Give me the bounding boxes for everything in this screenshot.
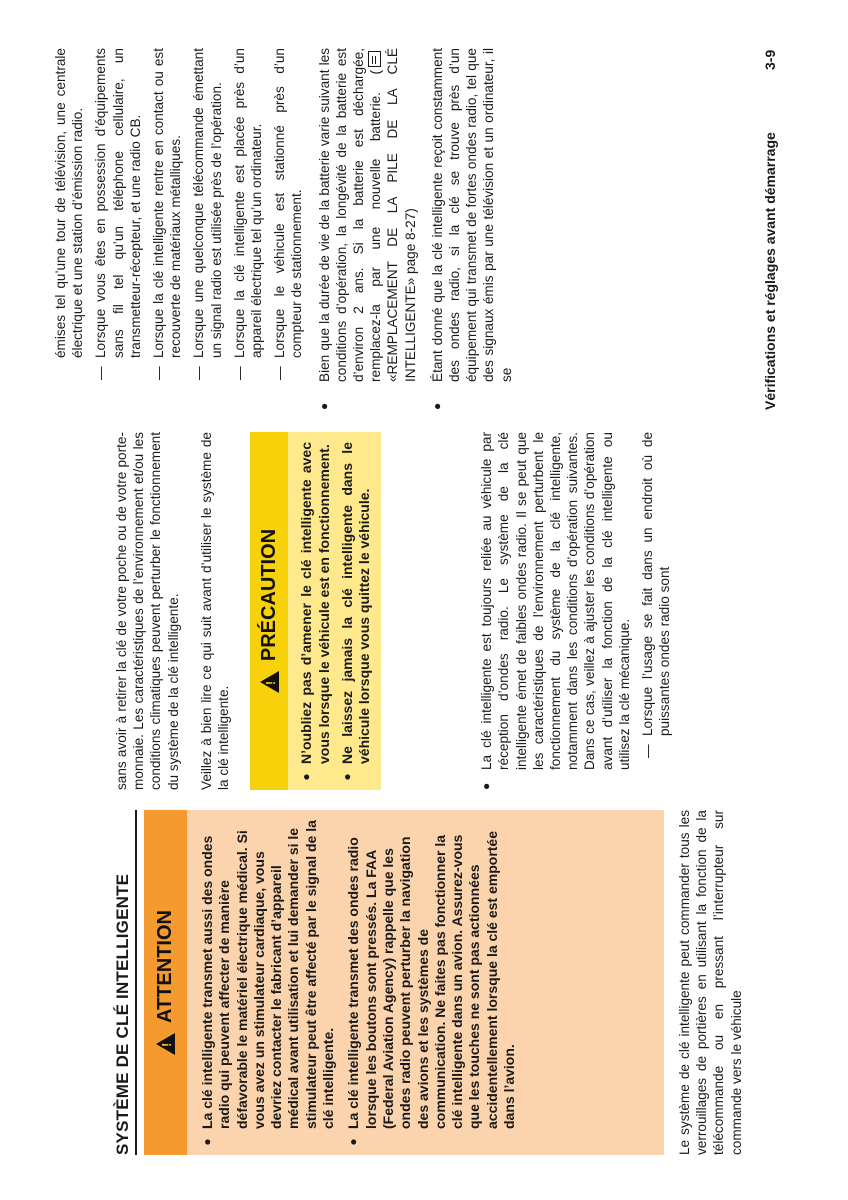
paragraph: émises tel qu’une tour de télévision, une centrale électrique et une station d’émission radio.: [53, 48, 86, 358]
attention-item: ● La clé intelligente transmet des ondes radio lorsque les boutons sont pressés. La FAA (Federal Aviation Agency) rappelle que les ondes radio peuvent perturber la navigation des avions et les systèmes de communication. Ne faites pas fonctionner la clé intelligente dans un avion. Assurez-vous que les touches ne sont pas actionnées accidentellement lorsque la clé est emportée dans l’avion.: [345, 810, 518, 1155]
footer-title: Vérifications et réglages avant démarrage: [762, 132, 778, 410]
bullet-icon: ●: [200, 1138, 214, 1146]
attention-heading: [144, 810, 187, 1155]
list-item: — Lorsque la clé intelligente rentre en contact ou est recouverte de matériaux métalliques.: [151, 48, 184, 380]
bullet-icon: ●: [316, 402, 331, 410]
list-item: ● Étant donné que la clé intelligente reçoit constamment des ondes radio, si la clé se trouve près d’un équipement qui transmet de fortes ondes radio, tel que des signaux émis par une télévision et un ordinateur, il se: [429, 48, 514, 410]
paragraph: Le système de clé intelligente peut commander tous les verrouillages de portières en utilisant la fonction de la télécommande ou en pressant l’interrupteur sur commande vers le véhicule: [677, 810, 744, 1155]
warning-icon: [260, 671, 279, 693]
bullet-icon: ●: [339, 773, 354, 781]
precaution-box: [250, 432, 381, 790]
list-item: — Lorsque une quelconque télécommande émettant un signal radio est utilisée près de l’opération.: [191, 48, 224, 380]
precaution-item: ● Ne laissez jamais la clé intelligente dans le véhicule lorsque vous quittez le véhicule.: [339, 432, 374, 790]
column-1-body: [676, 810, 745, 1155]
section-title: SYSTÈME DE CLÉ INTELLIGENTE: [113, 810, 137, 1155]
attention-heading-text: ATTENTION: [154, 910, 176, 1023]
list-item: ● Bien que la durée de vie de la batterie varie suivant les conditions d’opération, la longévité de la batterie est d’environ 2 ans. Si la batterie est déchargée, remplacez-la par une nouvelle batterie. ( «REMPLACEMENT DE LA PILE DE LA CLÉ INTELLIGENTE» page 8-27): [316, 48, 418, 410]
precaution-heading: [250, 432, 288, 790]
attention-item: ● La clé intelligente transmet aussi des ondes radio qui peuvent affecter de manière défavorable le matériel électrique médical. Si vous avez un stimulateur cardiaque, vous devriez contacter le fabricant d’appareil médical avant utilisation et lui demander si le stimulateur peut être affecté par le signal de la clé intelligente.: [199, 810, 337, 1155]
list-item: — Lorsque l’usage se fait dans un endroit où de puissantes ondes radio sont: [640, 432, 673, 758]
column-3: [52, 48, 515, 410]
list-item: — Lorsque vous êtes en possession d’équipements sans fil tel qu’un téléphone cellulaire, un transmetteur-récepteur, et une radio CB.: [93, 48, 143, 380]
paragraph: sans avoir à retirer la clé de votre poche ou de votre porte-monnaie. Les caractéristiques de l’environnement et/ou les conditions climatiques peuvent perturber le fonctionnement du système de la clé intelligente.: [114, 432, 181, 790]
page-number: 3-9: [762, 49, 778, 70]
bullet-icon: ●: [479, 782, 494, 790]
paragraph: Veillez à bien lire ce qui suit avant d’utiliser le système de la clé intelligente.: [198, 432, 232, 790]
list-item: — Lorsque le véhicule est stationné près d’un compteur de stationnement.: [272, 48, 305, 380]
bullet-icon: ●: [299, 773, 314, 781]
attention-box: [144, 810, 664, 1155]
bullet-icon: ●: [346, 1138, 361, 1146]
bullet-icon: ●: [429, 402, 444, 410]
reference-icon: [368, 51, 381, 67]
list-item: ● La clé intelligente est toujours reliée au véhicule par réception d’ondes radio. Le système de la clé intelligente émet de faibles ondes radio. Il se peut que les caractéristiques de l’environnement perturbent le fonctionnement du système de la clé intelligente, notamment dans les conditions d’opération suivantes. Dans ce cas, veillez à ajuster les conditions d’opération avant d’utiliser la fonction de la clé intelligente ou utilisez la clé mécanique.: [479, 432, 632, 790]
warning-icon: [156, 1033, 175, 1055]
precaution-item: ● N’oubliez pas d’amener le clé intelligente avec vous lorsque le véhicule est en fonctionnement.: [298, 432, 333, 790]
precaution-heading-text: PRÉCAUTION: [257, 528, 280, 662]
list-item: — Lorsque la clé intelligente est placée près d’un appareil électrique tel qu’un ordinateur.: [231, 48, 265, 380]
column-2: [113, 432, 673, 790]
